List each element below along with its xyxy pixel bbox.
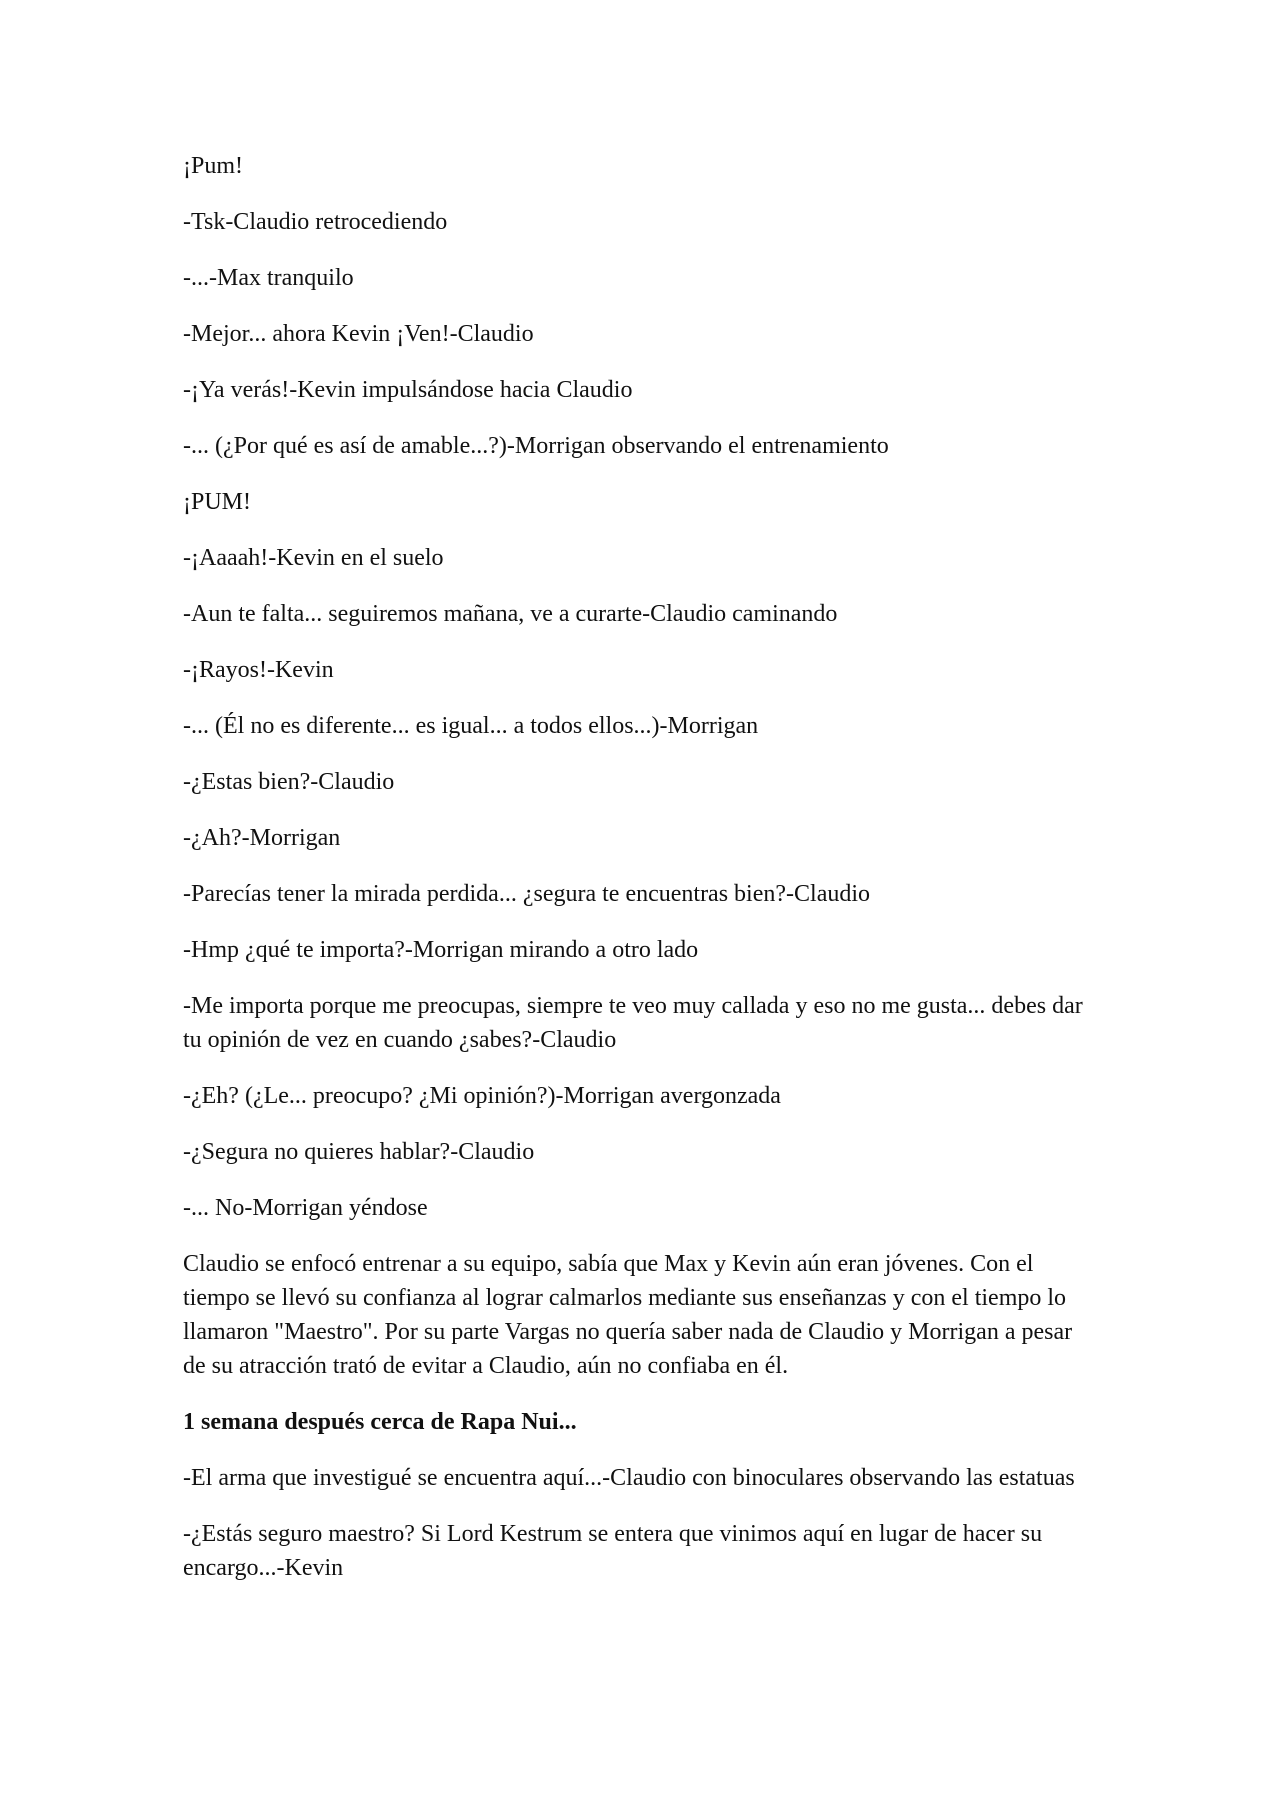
- paragraph: -¿Estás seguro maestro? Si Lord Kestrum se entera que vinimos aquí en lugar de hacer su encargo...-Kevin: [183, 1521, 1043, 1581]
- paragraph: ¡Pum!: [183, 153, 243, 179]
- paragraph: -¿Segura no quieres hablar?-Claudio: [183, 1139, 535, 1165]
- paragraph: -¡Ya verás!-Kevin impulsándose hacia Claudio: [183, 377, 633, 403]
- paragraph: -Tsk-Claudio retrocediendo: [183, 209, 448, 235]
- paragraph: -Parecías tener la mirada perdida... ¿segura te encuentras bien?-Claudio: [183, 881, 871, 907]
- document-body: [183, 149, 1083, 1607]
- section-heading: 1 semana después cerca de Rapa Nui...: [183, 1409, 577, 1435]
- paragraph: ¡PUM!: [183, 489, 252, 515]
- paragraph: -...-Max tranquilo: [183, 265, 354, 291]
- paragraph: -Mejor... ahora Kevin ¡Ven!-Claudio: [183, 321, 534, 347]
- paragraph: Claudio se enfocó entrenar a su equipo, sabía que Max y Kevin aún eran jóvenes. Con el tiempo se llevó su confianza al lograr calmarlos mediante sus enseñanzas y con el tiempo lo llamaron "Maestro". Por su parte Vargas no quería saber nada de Claudio y Morrigan a pesar de su atracción trató de evitar a Claudio, aún no confiaba en él.: [183, 1251, 1073, 1379]
- paragraph: -Me importa porque me preocupas, siempre te veo muy callada y eso no me gusta... debes dar tu opinión de vez en cuando ¿sabes?-Claudio: [183, 993, 1083, 1053]
- paragraph: -¿Eh? (¿Le... preocupo? ¿Mi opinión?)-Morrigan avergonzada: [183, 1083, 781, 1109]
- paragraph: -... No-Morrigan yéndose: [183, 1195, 428, 1221]
- paragraph: -El arma que investigué se encuentra aquí...-Claudio con binoculares observando las estatuas: [183, 1465, 1075, 1491]
- paragraph: -¿Ah?-Morrigan: [183, 825, 341, 851]
- paragraph: -... (Él no es diferente... es igual... a todos ellos...)-Morrigan: [183, 713, 759, 739]
- paragraph: -Hmp ¿qué te importa?-Morrigan mirando a otro lado: [183, 937, 699, 963]
- paragraph: -... (¿Por qué es así de amable...?)-Morrigan observando el entrenamiento: [183, 433, 889, 459]
- paragraph: -¡Rayos!-Kevin: [183, 657, 334, 683]
- paragraph: -¡Aaaah!-Kevin en el suelo: [183, 545, 444, 571]
- paragraph: -¿Estas bien?-Claudio: [183, 769, 395, 795]
- paragraph: -Aun te falta... seguiremos mañana, ve a curarte-Claudio caminando: [183, 601, 838, 627]
